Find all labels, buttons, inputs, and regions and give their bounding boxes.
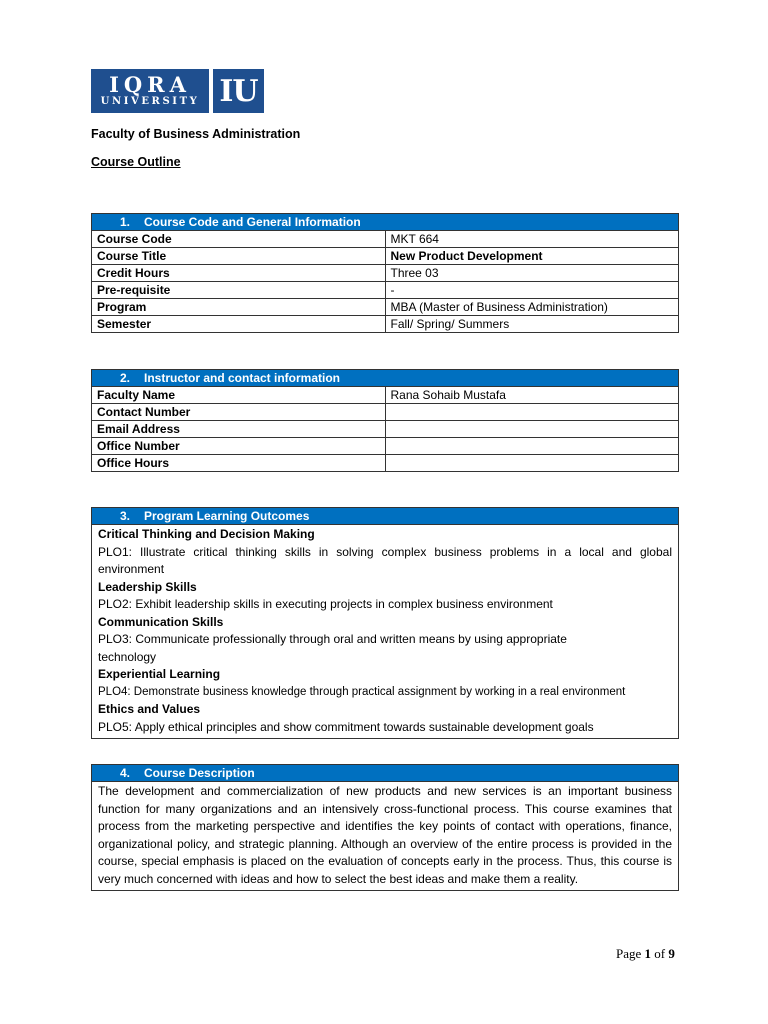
plo-text: PLO2: Exhibit leadership skills in executing projects in complex business environment bbox=[98, 597, 553, 611]
table-row bbox=[92, 265, 679, 282]
section-title: Program Learning Outcomes bbox=[144, 509, 310, 523]
table-row bbox=[92, 525, 679, 739]
table-row bbox=[92, 782, 679, 891]
section-number: 2. bbox=[120, 371, 131, 385]
table-row bbox=[92, 404, 679, 421]
row-label: Program bbox=[92, 299, 386, 316]
row-label: Contact Number bbox=[92, 404, 386, 421]
section-header bbox=[92, 765, 679, 782]
plo-list bbox=[92, 525, 679, 739]
plo-text: PLO3: Communicate professionally through oral and written means by using appropriate technology bbox=[98, 632, 567, 664]
section-title: Course Description bbox=[144, 766, 255, 780]
faculty-title: Faculty of Business Administration bbox=[91, 127, 301, 141]
row-label: Course Code bbox=[92, 231, 386, 248]
plo-text: PLO4: Demonstrate business knowledge through practical assignment by working in a real environment bbox=[98, 685, 626, 698]
table-row bbox=[92, 455, 679, 472]
logo-wordmark bbox=[91, 69, 209, 113]
row-value: Three 03 bbox=[385, 265, 679, 282]
row-value: - bbox=[385, 282, 679, 299]
row-value: Fall/ Spring/ Summers bbox=[385, 316, 679, 333]
row-value bbox=[385, 404, 679, 421]
course-outline-title: Course Outline bbox=[91, 155, 181, 169]
page-word: Page bbox=[616, 946, 642, 961]
section-header bbox=[92, 508, 679, 525]
table-row bbox=[92, 421, 679, 438]
row-label: Course Title bbox=[92, 248, 386, 265]
course-info-table bbox=[91, 213, 679, 333]
of-word: of bbox=[654, 946, 666, 961]
logo-sub-text: UNIVERSITY bbox=[100, 95, 200, 107]
row-value: New Product Development bbox=[385, 248, 679, 265]
instructor-info-table bbox=[91, 369, 679, 472]
section-number: 4. bbox=[120, 766, 131, 780]
section-title: Instructor and contact information bbox=[144, 371, 341, 385]
row-value: Rana Sohaib Mustafa bbox=[385, 387, 679, 404]
row-label: Office Hours bbox=[92, 455, 386, 472]
plo-heading: Ethics and Values bbox=[98, 702, 201, 716]
row-value: MKT 664 bbox=[385, 231, 679, 248]
table-row bbox=[92, 282, 679, 299]
row-value bbox=[385, 438, 679, 455]
row-label: Credit Hours bbox=[92, 265, 386, 282]
logo-main-text: IQRA bbox=[109, 71, 191, 97]
row-value bbox=[385, 455, 679, 472]
row-value bbox=[385, 421, 679, 438]
table-row bbox=[92, 299, 679, 316]
logo-monogram: IU bbox=[213, 69, 264, 113]
course-description-text: The development and commercialization of new products and new services is an important business function for many organizations and an intensively cross-functional process. This course examines that process from the marketing perspective and identifies the key points of contact with operations, finance, organizational policy, and strategic planning. Although an overview of the entire process is provided in the course, special emphasis is placed on the evaluation of concepts early in the process. Thus, this course is very much concerned with ideas and how to select the best ideas and make them a reality. bbox=[92, 782, 679, 891]
section-title: Course Code and General Information bbox=[144, 215, 361, 229]
section-number: 3. bbox=[120, 509, 131, 523]
course-description-table bbox=[91, 764, 679, 891]
row-label: Office Number bbox=[92, 438, 386, 455]
row-label: Pre-requisite bbox=[92, 282, 386, 299]
page-number bbox=[616, 946, 675, 962]
plo-text: PLO5: Apply ethical principles and show commitment towards sustainable development goals bbox=[98, 719, 594, 734]
plo-text: PLO1: Illustrate critical thinking skills in solving complex business problems in a local and global environment bbox=[98, 544, 672, 576]
program-learning-outcomes-table bbox=[91, 507, 679, 739]
row-label: Email Address bbox=[92, 421, 386, 438]
plo-heading: Communication Skills bbox=[98, 614, 224, 629]
table-row bbox=[92, 438, 679, 455]
row-value: MBA (Master of Business Administration) bbox=[385, 299, 679, 316]
table-row bbox=[92, 231, 679, 248]
plo-heading: Experiential Learning bbox=[98, 667, 221, 681]
table-row bbox=[92, 316, 679, 333]
table-row bbox=[92, 248, 679, 265]
total-pages: 9 bbox=[668, 946, 675, 961]
plo-heading: Critical Thinking and Decision Making bbox=[98, 527, 315, 541]
section-header bbox=[92, 214, 679, 231]
table-row bbox=[92, 387, 679, 404]
plo-heading: Leadership Skills bbox=[98, 579, 197, 594]
section-number: 1. bbox=[120, 215, 131, 229]
row-label: Faculty Name bbox=[92, 387, 386, 404]
section-header bbox=[92, 370, 679, 387]
row-label: Semester bbox=[92, 316, 386, 333]
current-page: 1 bbox=[644, 946, 652, 961]
iqra-university-logo bbox=[91, 69, 264, 113]
